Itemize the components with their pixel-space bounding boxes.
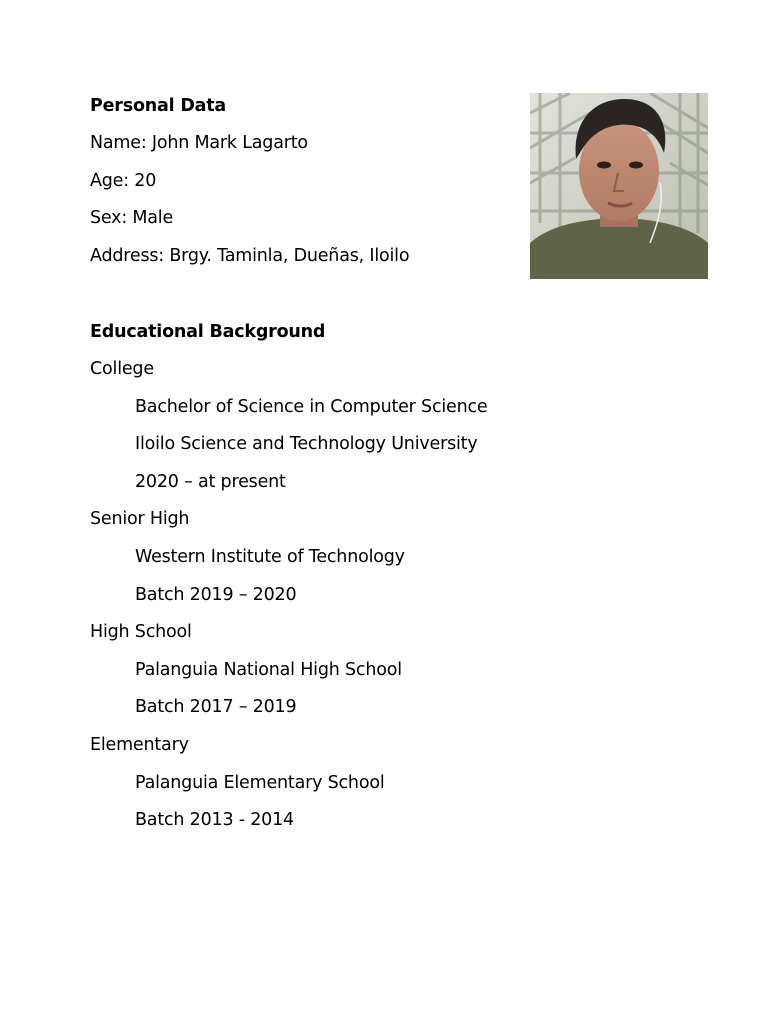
- senior-high-label: Senior High: [90, 509, 190, 529]
- educational-background-heading: Educational Background: [90, 322, 326, 342]
- profile-photo: [530, 93, 708, 279]
- college-course: Bachelor of Science in Computer Science: [135, 397, 488, 417]
- senior-high-school: Western Institute of Technology: [135, 547, 405, 567]
- college-label: College: [90, 359, 154, 379]
- age-field: Age: 20: [90, 171, 157, 191]
- elementary-school: Palanguia Elementary School: [135, 773, 385, 793]
- name-field: Name: John Mark Lagarto: [90, 133, 308, 153]
- high-school-label: High School: [90, 622, 192, 642]
- senior-high-years: Batch 2019 – 2020: [135, 585, 297, 605]
- sex-field: Sex: Male: [90, 208, 174, 228]
- elementary-label: Elementary: [90, 735, 189, 755]
- personal-data-heading: Personal Data: [90, 96, 227, 116]
- college-school: Iloilo Science and Technology University: [135, 434, 478, 454]
- elementary-years: Batch 2013 - 2014: [135, 810, 294, 830]
- address-field: Address: Brgy. Taminla, Dueñas, Iloilo: [90, 246, 410, 266]
- high-school-years: Batch 2017 – 2019: [135, 697, 297, 717]
- college-years: 2020 – at present: [135, 472, 286, 492]
- high-school-school: Palanguia National High School: [135, 660, 402, 680]
